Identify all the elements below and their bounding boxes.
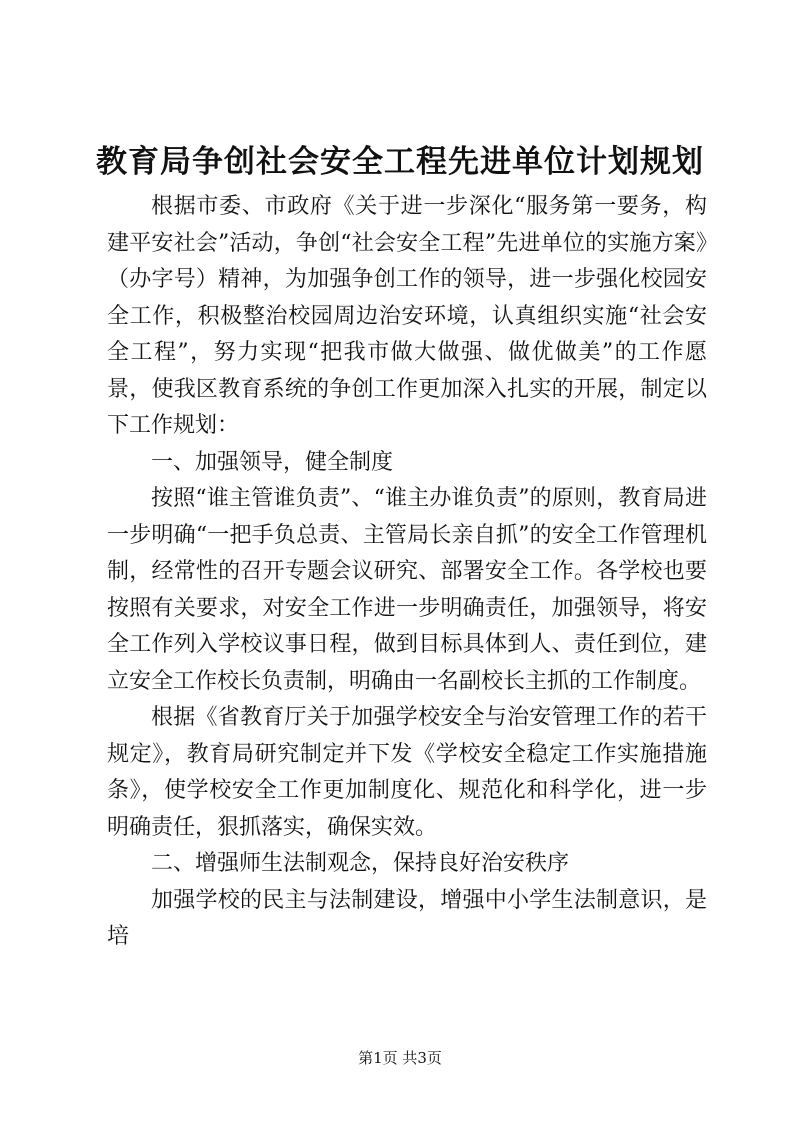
page-number-footer: 第1页 共3页	[358, 1049, 442, 1067]
document-title: 教育局争创社会安全工程先进单位计划规划	[96, 144, 704, 180]
body-paragraph: 按照“谁主管谁负责”、“谁主办谁负责”的原则，教育局进一步明确“一把手负总责、主管局长亲自抓”的安全工作管理机制，经常性的召开专题会议研究、部署安全工作。各学校也要按照有关要求，对安全工作进一步明确责任，加强领导，将安全工作列入学校议事日程，做到目标具体到人、责任到位，建立安全工作校长负责制，明确由一名副校长主抓的工作制度。	[107, 486, 707, 694]
section-heading-2: 二、增强师生法制观念，保持良好治安秩序	[151, 851, 570, 876]
body-paragraph: 根据《省教育厅关于加强学校安全与治安管理工作的若干规定》，教育局研究制定并下发《学校安全稳定工作实施措施条》，使学校安全工作更加制度化、规范化和科学化，进一步明确责任，狠抓落实，确保实效。	[107, 705, 707, 840]
intro-paragraph: 根据市委、市政府《关于进一步深化“服务第一要务，构建平安社会”活动，争创“社会安全工程”先进单位的实施方案》（办字号）精神，为加强争创工作的领导，进一步强化校园安全工作，积极整治校园周边治安环境，认真组织实施“社会安全工程”，努力实现“把我市做大做强、做优做美”的工作愿景，使我区教育系统的争创工作更加深入扎实的开展，制定以下工作规划：	[107, 194, 707, 438]
body-paragraph: 加强学校的民主与法制建设，增强中小学生法制意识，是培	[107, 887, 707, 949]
section-heading-1: 一、加强领导，健全制度	[151, 449, 394, 475]
document-body	[107, 189, 707, 956]
